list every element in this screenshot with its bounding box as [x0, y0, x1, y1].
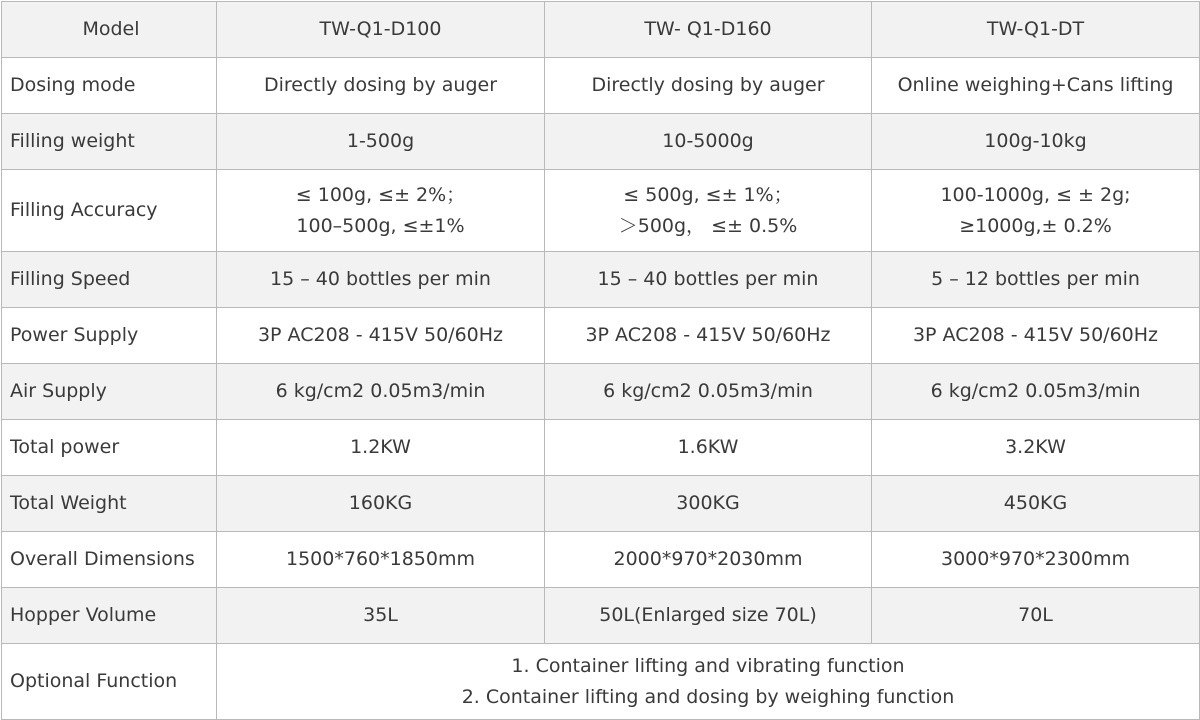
value-cell: 3P AC208 - 415V 50/60Hz	[545, 308, 872, 364]
optional-line: 1. Container lifting and vibrating function	[511, 654, 905, 677]
value-cell: 6 kg/cm2 0.05m3/min	[545, 364, 872, 420]
row-label: Hopper Volume	[2, 588, 217, 644]
row-power-supply	[2, 308, 1200, 364]
value-cell: Directly dosing by auger	[545, 58, 872, 114]
row-dosing-mode	[2, 58, 1200, 114]
value-line: 100–500g, ≤±1%	[296, 214, 465, 237]
value-cell: 6 kg/cm2 0.05m3/min	[872, 364, 1200, 420]
row-label: Power Supply	[2, 308, 217, 364]
value-cell: 1.2KW	[217, 420, 545, 476]
value-cell	[872, 170, 1200, 252]
model-header-cell: Model	[2, 2, 217, 58]
value-line: ≥1000g,± 0.2%	[959, 214, 1112, 237]
value-cell: 160KG	[217, 476, 545, 532]
model-cell-d100: TW-Q1-D100	[217, 2, 545, 58]
value-cell: 3P AC208 - 415V 50/60Hz	[872, 308, 1200, 364]
row-optional-function	[2, 644, 1200, 720]
row-label: Air Supply	[2, 364, 217, 420]
value-cell: 450KG	[872, 476, 1200, 532]
row-air-supply	[2, 364, 1200, 420]
value-cell: 50L(Enlarged size 70L)	[545, 588, 872, 644]
value-line: 100-1000g, ≤ ± 2g;	[940, 183, 1131, 206]
value-cell: 300KG	[545, 476, 872, 532]
model-cell-dt: TW-Q1-DT	[872, 2, 1200, 58]
value-cell: 15 – 40 bottles per min	[545, 252, 872, 308]
value-cell: 100g-10kg	[872, 114, 1200, 170]
value-line: ≤ 100g, ≤± 2%；	[295, 183, 466, 206]
model-cell-d160: TW- Q1-D160	[545, 2, 872, 58]
value-cell: 3P AC208 - 415V 50/60Hz	[217, 308, 545, 364]
optional-line: 2. Container lifting and dosing by weighing function	[461, 685, 955, 708]
row-overall-dimensions	[2, 532, 1200, 588]
value-cell: 35L	[217, 588, 545, 644]
row-label: Optional Function	[2, 644, 217, 720]
optional-function-cell	[217, 644, 1200, 720]
value-cell: 1500*760*1850mm	[217, 532, 545, 588]
row-label: Overall Dimensions	[2, 532, 217, 588]
row-filling-weight	[2, 114, 1200, 170]
value-cell: 1.6KW	[545, 420, 872, 476]
row-total-weight	[2, 476, 1200, 532]
row-total-power	[2, 420, 1200, 476]
value-cell: 2000*970*2030mm	[545, 532, 872, 588]
value-line: ≤ 500g, ≤± 1%；	[623, 183, 793, 206]
value-cell	[217, 170, 545, 252]
value-cell: Directly dosing by auger	[217, 58, 545, 114]
value-line: ＞500g， ≤± 0.5%	[618, 214, 798, 237]
value-cell: Online weighing+Cans lifting	[872, 58, 1200, 114]
row-label: Total Weight	[2, 476, 217, 532]
row-label: Filling Accuracy	[2, 170, 217, 252]
value-cell	[545, 170, 872, 252]
row-hopper-volume	[2, 588, 1200, 644]
row-label: Filling weight	[2, 114, 217, 170]
value-cell: 5 – 12 bottles per min	[872, 252, 1200, 308]
value-cell: 15 – 40 bottles per min	[217, 252, 545, 308]
spec-table	[1, 1, 1200, 720]
value-cell: 3.2KW	[872, 420, 1200, 476]
value-cell: 6 kg/cm2 0.05m3/min	[217, 364, 545, 420]
header-row	[2, 2, 1200, 58]
value-cell: 10-5000g	[545, 114, 872, 170]
row-filling-accuracy	[2, 170, 1200, 252]
row-label: Total power	[2, 420, 217, 476]
value-cell: 3000*970*2300mm	[872, 532, 1200, 588]
value-cell: 1-500g	[217, 114, 545, 170]
row-label: Dosing mode	[2, 58, 217, 114]
value-cell: 70L	[872, 588, 1200, 644]
row-label: Filling Speed	[2, 252, 217, 308]
row-filling-speed	[2, 252, 1200, 308]
